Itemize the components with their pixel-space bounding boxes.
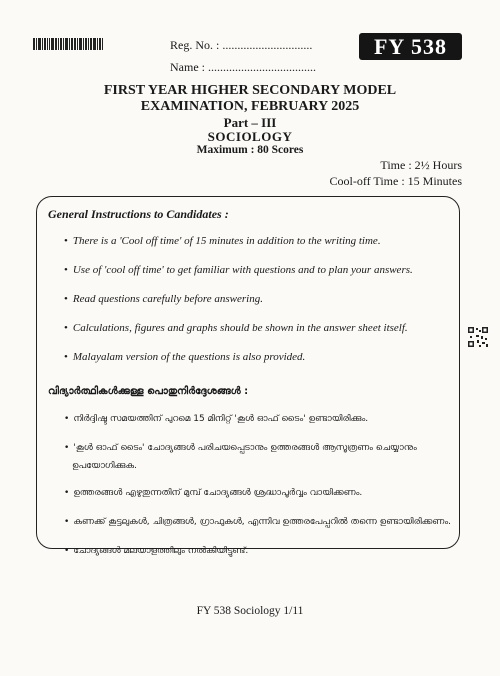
exam-part: Part – III [223, 115, 277, 130]
exam-subject: SOCIOLOGY [207, 129, 293, 144]
cool-off-time: Cool-off Time : 15 Minutes [329, 174, 462, 188]
instruction-item: • Calculations, figures and graphs should be shown in the answer sheet itself. [64, 322, 408, 334]
instruction-item: • Malayalam version of the questions is also provided. [64, 351, 305, 363]
malayalam-instruction-item: • നിർദ്ദിഷ്ട സമയത്തിന് പുറമെ 15 മിനിറ്റ് 'കൂൾ ഓഫ് ടൈം' ഉണ്ടായിരിക്കും. [64, 414, 368, 424]
instructions-title: General Instructions to Candidates : [48, 207, 229, 221]
malayalam-instruction-item: • ചോദ്യങ്ങൾ മലയാളത്തിലും നൽകിയിട്ടുണ്ട്. [64, 546, 248, 556]
exam-title-line2: EXAMINATION, FEBRUARY 2025 [140, 99, 360, 114]
paper-code-badge: FY 538 [359, 33, 462, 60]
malayalam-instructions-title: വിദ്യാർത്ഥികൾക്കുള്ള പൊതുനിർദ്ദേശങ്ങൾ : [48, 386, 249, 397]
page-footer: FY 538 Sociology 1/11 [196, 605, 304, 617]
exam-title-line1: FIRST YEAR HIGHER SECONDARY MODEL [103, 83, 397, 98]
qr-code-icon [467, 326, 489, 348]
name-field: Name : .................................... [170, 60, 316, 74]
max-score: Maximum : 80 Scores [196, 144, 304, 156]
time-allowed: Time : 2½ Hours [380, 158, 462, 172]
instruction-item: • There is a 'Cool off time' of 15 minutes in addition to the writing time. [64, 235, 381, 247]
malayalam-instruction-item: • ഉത്തരങ്ങൾ എഴുതുന്നതിന് മുമ്പ് ചോദ്യങ്ങൾ ശ്രദ്ധാപൂർവ്വം വായിക്കണം. [64, 488, 362, 498]
reg-no-field: Reg. No. : .............................. [170, 38, 313, 52]
malayalam-instruction-continuation: ഉപയോഗിക്കുക. [72, 461, 137, 471]
malayalam-instruction-item: • 'കൂൾ ഓഫ് ടൈം' ചോദ്യങ്ങൾ പരിചയപ്പെടാനും ഉത്തരങ്ങൾ ആസൂത്രണം ചെയ്യാനും [64, 443, 417, 453]
instruction-item: • Use of 'cool off time' to get familiar with questions and to plan your answers. [64, 264, 413, 276]
instruction-item: • Read questions carefully before answering. [64, 293, 263, 305]
malayalam-instruction-item: • കണക്ക് കൂട്ടലുകൾ, ചിത്രങ്ങൾ, ഗ്രാഫുകൾ, എന്നിവ ഉത്തരപേപ്പറിൽ തന്നെ ഉണ്ടായിരിക്കണം. [64, 517, 451, 527]
barcode [33, 38, 115, 50]
